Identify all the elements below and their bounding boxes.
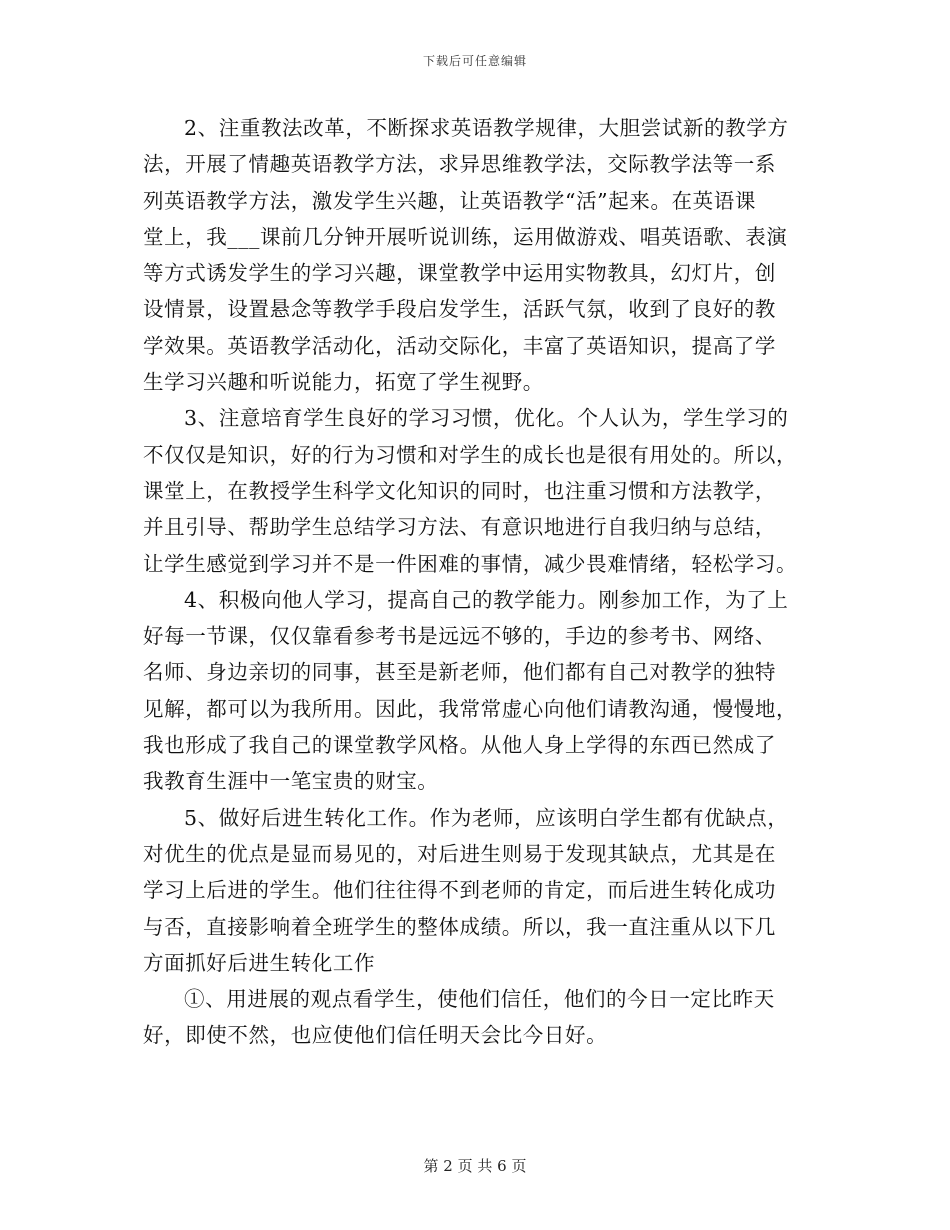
paragraph-3-line: 并且引导、帮助学生总结学习方法、有意识地进行自我归纳与总结， <box>143 515 776 540</box>
paragraph-5-line: 与否，直接影响着全班学生的整体成绩。所以，我一直注重从以下几 <box>143 914 776 939</box>
sub-item-1-line: 好，即使不然，也应使他们信任明天会比今日好。 <box>143 1023 608 1048</box>
paragraph-4-line: 我也形成了我自己的课堂教学风格。从他人身上学得的东西已然成了 <box>143 733 776 758</box>
paragraph-3-line: 不仅仅是知识，好的行为习惯和对学生的成长也是很有用处的。所以， <box>143 442 798 467</box>
paragraph-4-line: 见解，都可以为我所用。因此，我常常虚心向他们请教沟通，慢慢地， <box>143 696 798 721</box>
paragraph-5-line: 5、做好后进生转化工作。作为老师，应该明白学生都有优缺点， <box>184 805 789 830</box>
paragraph-5-line: 学习上后进的学生。他们往往得不到老师的肯定，而后进生转化成功 <box>143 878 776 903</box>
page-header-note: 下载后可任意编辑 <box>422 54 527 68</box>
page-number: 第 2 页 共 6 页 <box>423 1157 527 1175</box>
paragraph-5-line: 方面抓好后进生转化工作 <box>143 950 376 975</box>
paragraph-3-line: 3、注意培育学生良好的学习习惯，优化。个人认为，学生学习的 <box>184 406 789 431</box>
paragraph-2-line: 法，开展了情趣英语教学方法，求异思维教学法，交际教学法等一系 <box>143 152 776 177</box>
paragraph-3-line: 让学生感觉到学习并不是一件困难的事情，减少畏难情绪，轻松学习。 <box>143 551 798 576</box>
paragraph-5-line: 对优生的优点是显而易见的，对后进生则易于发现其缺点，尤其是在 <box>143 841 776 866</box>
paragraph-2-line: 等方式诱发学生的学习兴趣，课堂教学中运用实物教具，幻灯片，创 <box>143 261 776 286</box>
paragraph-2-line: 生学习兴趣和听说能力，拓宽了学生视野。 <box>143 370 544 395</box>
paragraph-2-line: 学效果。英语教学活动化，活动交际化，丰富了英语知识，提高了学 <box>143 333 776 358</box>
paragraph-4-line: 我教育生涯中一笔宝贵的财宝。 <box>143 769 439 794</box>
paragraph-2-line: 列英语教学方法，激发学生兴趣，让英语教学“活”起来。在英语课 <box>143 188 756 213</box>
paragraph-4-line: 名师、身边亲切的同事，甚至是新老师，他们都有自己对教学的独特 <box>143 660 776 685</box>
paragraph-2-line: 设情景，设置悬念等教学手段启发学生，活跃气氛，收到了良好的教 <box>143 297 776 322</box>
paragraph-2-line: 堂上，我___课前几分钟开展听说训练，运用做游戏、唱英语歌、表演 <box>143 224 788 249</box>
sub-item-1-line: ①、用进展的观点看学生，使他们信任，他们的今日一定比昨天 <box>184 987 775 1012</box>
paragraph-4-line: 好每一节课，仅仅靠看参考书是远远不够的，手边的参考书、网络、 <box>143 624 776 649</box>
document-body <box>143 110 811 1054</box>
paragraph-3-line: 课堂上，在教授学生科学文化知识的同时，也注重习惯和方法教学， <box>143 478 776 503</box>
paragraph-4-line: 4、积极向他人学习，提高自己的教学能力。刚参加工作，为了上 <box>184 587 789 612</box>
paragraph-2-line: 2、注重教法改革，不断探求英语教学规律，大胆尝试新的教学方 <box>184 116 789 140</box>
